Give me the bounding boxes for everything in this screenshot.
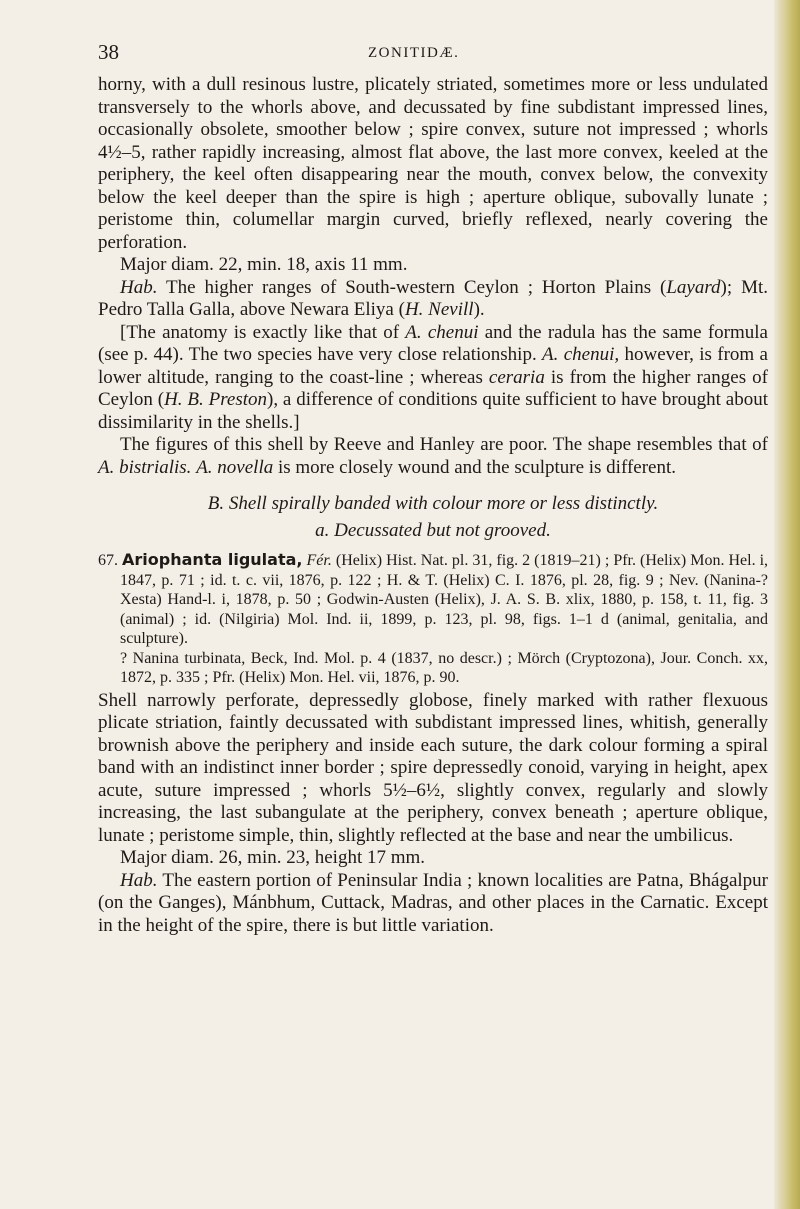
section-heading-b: B. Shell spirally banded with colour more or less distinctly. [207,493,659,514]
habitat-2: Hab. The eastern portion of Peninsular India ; known localities are Patna, Bhágalpur (on the Ganges), Mánbhum, Cuttack, Madras, and other places in the Carnatic. Except in the height of the spire, there is but little variation. [98,869,768,936]
measurements-1: Major diam. 22, min. 18, axis 11 mm. [120,254,408,275]
measurements-2: Major diam. 26, min. 23, height 17 mm. [120,847,426,868]
subsection-heading-a: a. Decussated but not grooved. [315,519,551,541]
species-67-description: Shell narrowly perforate, depressedly globose, finely marked with rather flexuous plicate striation, faintly decussated with subdistant impressed lines, whitish, generally brownish above the periphery and inside each suture, the dark colour forming a spiral band with an indistinct inner border ; spire depressedly conoid, varying in height, apex acute, suture impressed ; whorls 5½–6½, slightly convex, regularly and slowly increasing, the last subangulate at the periphery, convex beneath ; aperture oblique, lunate ; peristome simple, thin, slightly reflected at the base and near the umbilicus. [98,689,768,846]
species-name: Ariophanta ligulata, [122,550,303,569]
habitat-1: Hab. The higher ranges of South-western Ceylon ; Horton Plains (Layard); Mt. Pedro Talla Galla, above Newara Eliya (H. Nevill). [98,276,768,320]
species-67-synonym: ? Nanina turbinata, Beck, Ind. Mol. p. 4 (1837, no descr.) ; Mörch (Cryptozona), Jour. Conch. xx, 1872, p. 335 ; Pfr. (Helix) Mon. Hel. vii, 1876, p. 90. [120,649,768,686]
habitat-label: Hab. [120,276,158,298]
running-head: ZONITIDÆ. [368,45,460,61]
anatomy-note: [The anatomy is exactly like that of A. chenui and the radula has the same formula (see p. 44). The two species have very close relationship. A. chenui, however, is from a lower altitude, ranging to the coast-line ; whereas ceraria is from the higher ranges of Ceylon (H. B. Preston), a difference of conditions quite sufficient to have brought about dissimilarity in the shells.] [98,321,768,433]
species-references: (Helix) Hist. Nat. pl. 31, fig. 2 (1819–21) ; Pfr. (Helix) Mon. Hel. i, 1847, p. 71 ; id. t. c. vii, 1876, p. 122 ; H. & T. (Helix) C. I. 1876, pl. 28, fig. 9 ; Nev. (Nanina-?Xesta) Hand-l. i, 1878, p. 50 ; Godwin-Austen (Helix), J. A. S. B. xlix, 1880, p. 158, t. 11, fig. 3 (animal) ; id. (Nilgiria) Mol. Ind. ii, 1899, p. 123, pl. 98, figs. 1–1 d (animal, genitalia, and sculpture). [120,552,769,647]
figures-note: The figures of this shell by Reeve and Hanley are poor. The shape resembles that of A. bistrialis. A. novella is more closely wound and the sculpture is different. [98,434,768,478]
paragraph-continuation: horny, with a dull resinous lustre, plicately striated, sometimes more or less undulated transversely to the whorls above, and decussated by fine subdistant impressed lines, occasionally obsolete, smoother below ; spire convex, suture not impressed ; whorls 4½–5, rather rapidly increasing, almost flat above, the last more convex, keeled at the periphery, the keel often disappearing near the mouth, convex below, the convexity below the keel deeper than the spire is high ; aperture oblique, subovally lunate ; peristome thin, columellar margin curved, briefly reflexed, nearly covering the perforation. [98,74,768,253]
page-header [98,40,768,74]
species-67-entry: 67. Ariophanta ligulata, Fér. (Helix) Hist. Nat. pl. 31, fig. 2 (1819–21) ; Pfr. (Helix) Mon. Hel. i, 1847, p. 71 ; id. t. c. vii, 1876, p. 122 ; H. & T. (Helix) C. I. 1876, pl. 28, fig. 9 ; Nev. (Nanina-?Xesta) Hand-l. i, 1878, p. 50 ; Godwin-Austen (Helix), J. A. S. B. xlix, 1880, p. 158, t. 11, fig. 3 (animal) ; id. (Nilgiria) Mol. Ind. ii, 1899, p. 123, pl. 98, figs. 1–1 d (animal, genitalia, and sculpture). [98,550,769,647]
page-edge-shadow [774,0,800,1209]
document-page [98,40,768,937]
page-number: 38 [98,40,119,64]
